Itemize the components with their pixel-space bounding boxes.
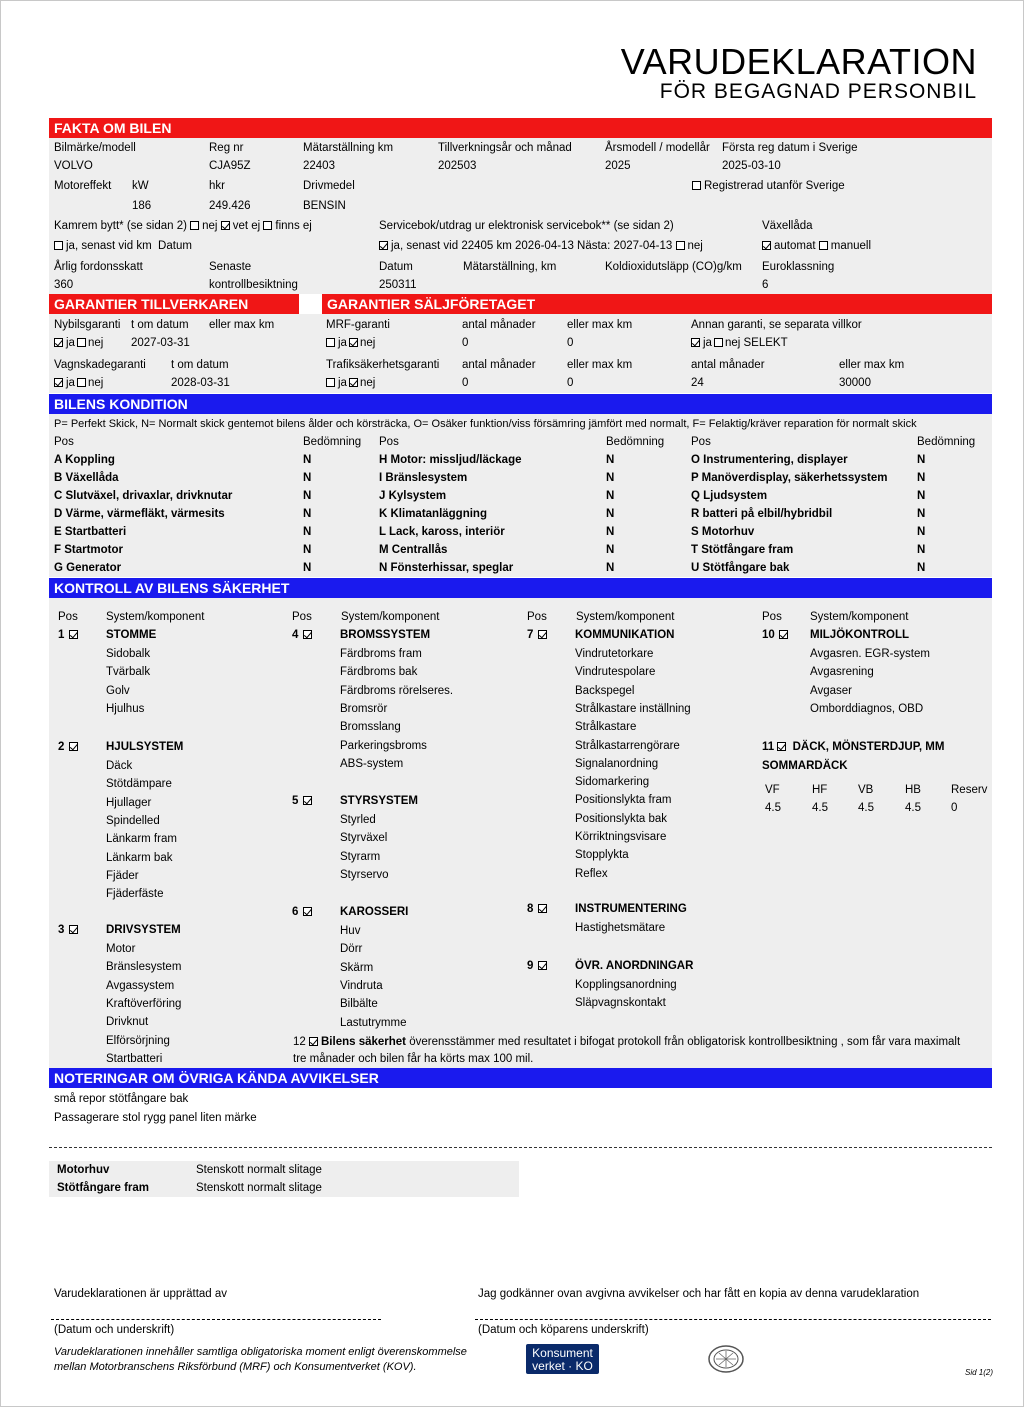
safety-group-title: STOMME	[106, 629, 157, 641]
condition-item-grade: N	[917, 454, 926, 466]
safety-group-7: 7	[527, 629, 550, 642]
safety-component: Signalanordning	[575, 757, 659, 770]
safety-group-1-checkbox[interactable]	[69, 630, 78, 639]
condition-pos-header-2: Pos	[379, 436, 399, 448]
safety-system-header-3: System/komponent	[576, 611, 675, 623]
condition-item-grade: N	[303, 490, 312, 502]
tire-depth-value: 4.5	[905, 802, 921, 814]
condition-item-label: E Startbatteri	[54, 526, 127, 538]
safety-pos-header-2: Pos	[292, 611, 312, 623]
body-warranty-yesno: ja nej	[54, 377, 103, 390]
timing-none-checkbox[interactable]	[263, 221, 272, 230]
condition-item-label: R batteri på elbil/hybridbil	[691, 508, 833, 520]
condition-grade-header-3: Bedömning	[917, 436, 976, 448]
safety-group-2-checkbox[interactable]	[69, 742, 78, 751]
foreign-registered: Registrerad utanför Sverige	[692, 180, 845, 193]
safety-component: Styrservo	[340, 868, 389, 881]
buyer-signature-line[interactable]	[475, 1319, 991, 1320]
value-odometer: 22403	[303, 160, 335, 172]
disclaimer-line-1: Varudeklarationen innehåller samtliga obligatoriska moment enligt överenskommelse	[54, 1346, 467, 1358]
safety-group-4-checkbox[interactable]	[303, 630, 312, 639]
condition-grade-header-1: Bedömning	[303, 436, 362, 448]
seller-signature-caption: (Datum och underskrift)	[54, 1324, 175, 1336]
service-yes-checkbox[interactable]	[379, 241, 388, 250]
label-new-car-warranty: Nybilsgaranti	[54, 319, 121, 331]
safety-component: Vindrutetorkare	[575, 648, 654, 660]
safety-component: Hjulhus	[106, 702, 145, 715]
condition-item-label: I Bränslesystem	[379, 472, 468, 484]
mrf-seal-icon	[707, 1344, 745, 1374]
safety-group-title: DRIVSYSTEM	[106, 924, 181, 936]
safety-group-10-checkbox[interactable]	[779, 630, 788, 639]
condition-item-label: T Stötfångare fram	[691, 544, 794, 556]
safety-component: Dörr	[340, 943, 363, 956]
label-until-date: t om datum	[131, 319, 189, 331]
new-warranty-no-checkbox[interactable]	[77, 338, 86, 347]
service-row: ja, senast vid 22405 km 2026-04-13 Nästa: 2027-04-13 nej	[379, 240, 703, 253]
service-no-checkbox[interactable]	[676, 241, 685, 250]
condition-item-grade: N	[917, 508, 926, 520]
label-date: Datum	[379, 261, 413, 273]
label-hk: hkr	[209, 180, 225, 192]
safety-component: Stopplykta	[575, 849, 629, 862]
tire-depth-value: 0	[951, 802, 958, 814]
safety-group-11: 11 DÄCK, MÖNSTERDJUP, MM	[762, 741, 945, 753]
condition-item-label: B Växellåda	[54, 472, 119, 484]
safety-component: Länkarm bak	[106, 851, 173, 864]
safety-component: Avgasren. EGR-system	[810, 648, 930, 660]
timing-no-checkbox[interactable]	[190, 221, 199, 230]
label-body-warranty: Vagnskadegaranti	[54, 359, 146, 371]
safety-component: Lastutrymme	[340, 1016, 407, 1029]
safety-group-10: 10	[762, 629, 791, 642]
safety-component: Stötdämpare	[106, 778, 172, 791]
disclaimer-line-2: mellan Motorbranschens Riksförbund (MRF) och Konsumentverket (KOV).	[54, 1361, 417, 1373]
notes-divider	[49, 1147, 992, 1148]
timing-yes-checkbox[interactable]	[54, 241, 63, 250]
label-mrf-months: antal månader	[462, 319, 536, 331]
traffic-no-checkbox[interactable]	[349, 378, 358, 387]
label-fuel: Drivmedel	[303, 180, 355, 192]
condition-item-grade: N	[606, 508, 615, 520]
tire-depth-value: 4.5	[765, 802, 781, 814]
label-reg: Reg nr	[209, 142, 244, 154]
safety-component: Elförsörjning	[106, 1034, 170, 1047]
document-title: VARUDEKLARATION	[620, 41, 977, 82]
value-other-months: 24	[691, 377, 704, 389]
timing-yes-row: ja, senast vid km Datum	[54, 240, 192, 253]
value-brand: VOLVO	[54, 160, 93, 172]
condition-item-label: K Klimatanläggning	[379, 508, 487, 520]
safety-group-title: HJULSYSTEM	[106, 741, 184, 753]
value-insp-date: 250311	[379, 279, 417, 291]
safety-component: Omborddiagnos, OBD	[810, 702, 924, 715]
label-mrf: MRF-garanti	[326, 319, 390, 331]
label-first-reg: Första reg datum i Sverige	[722, 142, 858, 154]
new-warranty-yesno: ja nej	[54, 337, 103, 350]
body-no-checkbox[interactable]	[77, 378, 86, 387]
safety-group-title: ÖVR. ANORDNINGAR	[575, 960, 694, 972]
safety-component: Motor	[106, 943, 136, 955]
safety-group-5-checkbox[interactable]	[303, 796, 312, 805]
condition-item-label: P Manöverdisplay, säkerhetssystem	[691, 472, 888, 484]
safety-component: Kopplingsanordning	[575, 979, 677, 991]
condition-pos-header-3: Pos	[691, 436, 711, 448]
safety-group-title: INSTRUMENTERING	[575, 903, 687, 915]
safety-group-7-checkbox[interactable]	[538, 630, 547, 639]
section-warranty-dealer-heading: GARANTIER SÄLJFÖRETAGET	[322, 294, 992, 314]
safety-component: Tvärbalk	[106, 666, 151, 679]
condition-grade-header-2: Bedömning	[606, 436, 665, 448]
value-mrf-km: 0	[567, 337, 574, 349]
value-reg: CJA95Z	[209, 160, 251, 172]
safety-component: Länkarm fram	[106, 833, 177, 846]
gearbox-manual-checkbox[interactable]	[819, 241, 828, 250]
safety-component: Avgasrening	[810, 666, 874, 679]
safety-component: Startbatteri	[106, 1052, 163, 1065]
label-mrf-km: eller max km	[567, 319, 633, 331]
safety-group-8: 8	[527, 903, 550, 916]
safety-component: Reflex	[575, 867, 608, 880]
safety-component: Avgassystem	[106, 979, 175, 992]
safety-system-header-4: System/komponent	[810, 611, 909, 623]
gearbox-auto-checkbox[interactable]	[762, 241, 771, 250]
prepared-by-label: Varudeklarationen är upprättad av	[54, 1288, 228, 1300]
value-traffic-km: 0	[567, 377, 574, 389]
safety-component: Kraftöverföring	[106, 997, 182, 1010]
safety-component: Sidomarkering	[575, 776, 650, 789]
safety-component: Sidobalk	[106, 648, 151, 660]
safety-component: Skärm	[340, 961, 374, 974]
safety-component: Bilbälte	[340, 998, 378, 1011]
value-model-year: 2025	[605, 160, 631, 172]
safety-component: Drivknut	[106, 1016, 149, 1029]
safety-component: Vindrutespolare	[575, 666, 656, 679]
condition-item-grade: N	[606, 562, 615, 574]
safety-component: Vindruta	[340, 979, 383, 992]
condition-item-label: M Centrallås	[379, 544, 448, 556]
body-yes-checkbox[interactable]	[54, 378, 63, 387]
section-safety-heading: KONTROLL AV BILENS SÄKERHET	[49, 578, 992, 598]
condition-item-label: C Slutväxel, drivaxlar, drivknutar	[54, 490, 233, 502]
label-mfg: Tillverkningsår och månad	[438, 142, 572, 154]
value-first-reg: 2025-03-10	[722, 160, 781, 172]
safety-component: Styrarm	[340, 850, 381, 863]
value-euro: 6	[762, 279, 769, 291]
timing-unknown-checkbox[interactable]	[221, 221, 230, 230]
safety-component: Huv	[340, 925, 361, 937]
label-odometer-2: Mätarställning, km	[463, 261, 557, 273]
safety-group-5: 5	[292, 795, 315, 808]
safety-component: Positionslykta fram	[575, 794, 672, 807]
label-co2: Koldioxidutsläpp (CO)g/km	[605, 261, 742, 273]
mrf-no-checkbox[interactable]	[349, 338, 358, 347]
label-inspection: kontrollbesiktning	[209, 279, 298, 291]
condition-item-grade: N	[917, 490, 926, 502]
tire-header: HB	[905, 784, 921, 796]
gearbox-row: automat manuell	[762, 240, 871, 253]
condition-item-grade: N	[303, 526, 312, 538]
section-notes-heading: NOTERINGAR OM ÖVRIGA KÄNDA AVVIKELSER	[49, 1068, 992, 1088]
note-line-1: små repor stötfångare bak	[54, 1093, 189, 1105]
safety-component: Golv	[106, 684, 130, 697]
safety-group-title: STYRSYSTEM	[340, 795, 418, 807]
notes-table-row-1-item: Motorhuv	[57, 1164, 110, 1176]
safety-group-6: 6	[292, 906, 315, 919]
safety-component: Fjäder	[106, 869, 139, 882]
safety-group-1: 1	[58, 629, 81, 642]
tire-header: VB	[858, 784, 874, 796]
document-subtitle: FÖR BEGAGNAD PERSONBIL	[659, 80, 977, 103]
note-line-2: Passagerare stol rygg panel liten märke	[54, 1112, 257, 1124]
other-no-checkbox[interactable]	[714, 338, 723, 347]
label-other-months: antal månader	[691, 359, 765, 371]
buyer-approval-label: Jag godkänner ovan avgivna avvikelser och har fått en kopia av denna varudeklaration	[478, 1288, 920, 1300]
mrf-yesno: ja nej	[326, 337, 375, 350]
value-mfg: 202503	[438, 160, 477, 172]
tire-header: HF	[812, 784, 828, 796]
condition-item-grade: N	[606, 454, 615, 466]
section-fakta-heading: FAKTA OM BILEN	[49, 118, 992, 138]
safety-component: Positionslykta bak	[575, 812, 668, 825]
buyer-signature-caption: (Datum och köparens underskrift)	[478, 1324, 649, 1336]
traffic-yes-checkbox[interactable]	[326, 378, 335, 387]
label-traffic-km: eller max km	[567, 359, 633, 371]
condition-item-label: L Lack, kaross, interiör	[379, 526, 505, 538]
safety-component: Bränslesystem	[106, 961, 182, 974]
tires-season: SOMMARDÄCK	[762, 760, 848, 772]
safety-component: Spindelled	[106, 814, 160, 827]
notes-table-row-1-desc: Stenskott normalt slitage	[196, 1164, 322, 1176]
notes-table-row-2-item: Stötfångare fram	[57, 1182, 150, 1194]
safety-item-12-line2: tre månader och bilen får ha körts max 100 mil.	[293, 1053, 534, 1065]
safety-system-header-2: System/komponent	[341, 611, 440, 623]
tire-header: Reserv	[951, 784, 988, 796]
safety-component: Färdbroms fram	[340, 648, 422, 660]
condition-legend: P= Perfekt Skick, N= Normalt skick gentemot bilens ålder och körsträcka, O= Osäker funktion/viss försämring jämfört med normalt, F= Felaktig/kräver reparation för normalt skick	[54, 418, 917, 430]
condition-item-label: N Fönsterhissar, speglar	[379, 562, 514, 574]
condition-item-label: J Kylsystem	[379, 490, 447, 502]
safety-group-title: BROMSSYSTEM	[340, 629, 431, 641]
safety-component: Fjäderfäste	[106, 888, 164, 901]
label-service: Servicebok/utdrag ur elektronisk servicebok** (se sidan 2)	[379, 220, 674, 232]
safety-component: Strålkastare inställning	[575, 702, 691, 715]
page-number: Sid 1(2)	[965, 1368, 994, 1377]
safety-pos-header-4: Pos	[762, 611, 782, 623]
safety-group-title: KAROSSERI	[340, 906, 409, 918]
label-body-until: t om datum	[171, 359, 229, 371]
safety-system-header-1: System/komponent	[106, 611, 205, 623]
condition-item-label: D Värme, värmefläkt, värmesits	[54, 508, 225, 520]
value-mrf-months: 0	[462, 337, 469, 349]
safety-component: Hjullager	[106, 796, 152, 809]
safety-group-9-checkbox[interactable]	[538, 961, 547, 970]
condition-item-grade: N	[303, 562, 312, 574]
label-odometer: Mätarställning km	[303, 142, 394, 154]
safety-component: Strålkastarrengörare	[575, 739, 680, 752]
safety-component: Strålkastare	[575, 721, 637, 734]
condition-item-grade: N	[303, 508, 312, 520]
condition-item-grade: N	[917, 472, 926, 484]
timing-belt-row: Kamrem bytt* (se sidan 2) nej vet ej finns ej	[54, 220, 312, 232]
tire-depth-value: 4.5	[858, 802, 874, 814]
condition-pos-header-1: Pos	[54, 436, 74, 448]
value-other-km: 30000	[839, 377, 871, 389]
label-model-year: Årsmodell / modellår	[605, 142, 710, 154]
seller-signature-line[interactable]	[51, 1319, 381, 1320]
safety-group-title: KOMMUNIKATION	[575, 629, 675, 641]
condition-item-label: O Instrumentering, displayer	[691, 454, 848, 466]
condition-item-grade: N	[303, 472, 312, 484]
tire-header: VF	[765, 784, 780, 796]
label-brand: Bilmärke/modell	[54, 142, 136, 154]
safety-component: Styrled	[340, 814, 376, 826]
condition-item-grade: N	[606, 526, 615, 538]
condition-item-label: G Generator	[54, 562, 122, 574]
condition-item-label: U Stötfångare bak	[691, 562, 790, 574]
traffic-yesno: ja nej	[326, 377, 375, 390]
condition-item-grade: N	[303, 454, 312, 466]
safety-component: Parkeringsbroms	[340, 739, 427, 752]
safety-component: Färdbroms rörelseres.	[340, 684, 454, 697]
label-euro: Euroklassning	[762, 261, 835, 273]
safety-component: Bromsslang	[340, 721, 401, 734]
safety-group-9: 9	[527, 960, 550, 973]
safety-group-3: 3	[58, 924, 81, 937]
safety-item-12: 12 Bilens säkerhet överensstämmer med resultatet i bifogat protokoll från obligatorisk kontrollbesiktning , som får vara maximalt	[293, 1036, 961, 1048]
safety-component: Backspegel	[575, 684, 635, 697]
safety-item-12-checkbox[interactable]	[309, 1037, 318, 1046]
safety-component: Däck	[106, 760, 133, 772]
value-fuel: BENSIN	[303, 200, 346, 212]
condition-item-grade: N	[606, 490, 615, 502]
condition-item-label: A Koppling	[54, 454, 115, 466]
label-other-warranty: Annan garanti, se separata villkor	[691, 319, 862, 331]
label-kw: kW	[132, 180, 149, 192]
value-tax: 360	[54, 279, 74, 291]
label-latest: Senaste	[209, 261, 252, 273]
safety-component: Avgaser	[810, 684, 852, 697]
value-body-warranty-date: 2028-03-31	[171, 377, 230, 389]
notes-table-row-2-desc: Stenskott normalt slitage	[196, 1182, 322, 1194]
other-warranty-yesno: ja nej SELEKT	[691, 337, 788, 350]
condition-item-grade: N	[917, 562, 926, 574]
value-hk: 249.426	[209, 200, 251, 212]
label-traffic-months: antal månader	[462, 359, 536, 371]
safety-group-11-checkbox[interactable]	[777, 742, 786, 751]
konsumentverket-logo: Konsument verket · KO	[526, 1344, 599, 1374]
tire-depth-value: 4.5	[812, 802, 828, 814]
safety-pos-header-3: Pos	[527, 611, 547, 623]
label-power: Motoreffekt	[54, 180, 112, 192]
condition-item-grade: N	[917, 544, 926, 556]
safety-group-8-checkbox[interactable]	[538, 904, 547, 913]
safety-component: ABS-system	[340, 757, 404, 770]
label-or-max-km: eller max km	[209, 319, 275, 331]
condition-item-label: S Motorhuv	[691, 526, 755, 538]
section-warranty-mfr-heading: GARANTIER TILLVERKAREN	[49, 294, 299, 314]
safety-group-3-checkbox[interactable]	[69, 925, 78, 934]
section-condition-heading: BILENS KONDITION	[49, 394, 992, 414]
new-warranty-yes-checkbox[interactable]	[54, 338, 63, 347]
safety-component: Hastighetsmätare	[575, 922, 666, 934]
safety-component: Bromsrör	[340, 702, 388, 715]
mrf-yes-checkbox[interactable]	[326, 338, 335, 347]
condition-item-grade: N	[303, 544, 312, 556]
foreign-checkbox[interactable]	[692, 181, 701, 190]
condition-item-label: Q Ljudsystem	[691, 490, 768, 502]
safety-group-4: 4	[292, 629, 315, 642]
safety-group-2: 2	[58, 741, 81, 754]
other-yes-checkbox[interactable]	[691, 338, 700, 347]
condition-item-label: F Startmotor	[54, 544, 123, 556]
condition-item-label: H Motor: missljud/läckage	[379, 454, 522, 466]
condition-item-grade: N	[917, 526, 926, 538]
label-other-km: eller max km	[839, 359, 905, 371]
safety-group-title: MILJÖKONTROLL	[810, 629, 910, 641]
label-tax: Årlig fordonsskatt	[54, 261, 143, 273]
value-kw: 186	[132, 200, 152, 212]
label-traffic-warranty: Trafiksäkerhetsgaranti	[326, 359, 440, 371]
safety-component: Körriktningsvisare	[575, 831, 667, 843]
safety-pos-header-1: Pos	[58, 611, 78, 623]
label-gearbox: Växellåda	[762, 220, 813, 232]
value-new-warranty-date: 2027-03-31	[131, 337, 190, 349]
safety-component: Färdbroms bak	[340, 666, 418, 679]
safety-component: Styrväxel	[340, 832, 388, 845]
safety-group-6-checkbox[interactable]	[303, 907, 312, 916]
safety-component: Släpvagnskontakt	[575, 997, 666, 1010]
value-traffic-months: 0	[462, 377, 469, 389]
condition-item-grade: N	[606, 472, 615, 484]
condition-item-grade: N	[606, 544, 615, 556]
